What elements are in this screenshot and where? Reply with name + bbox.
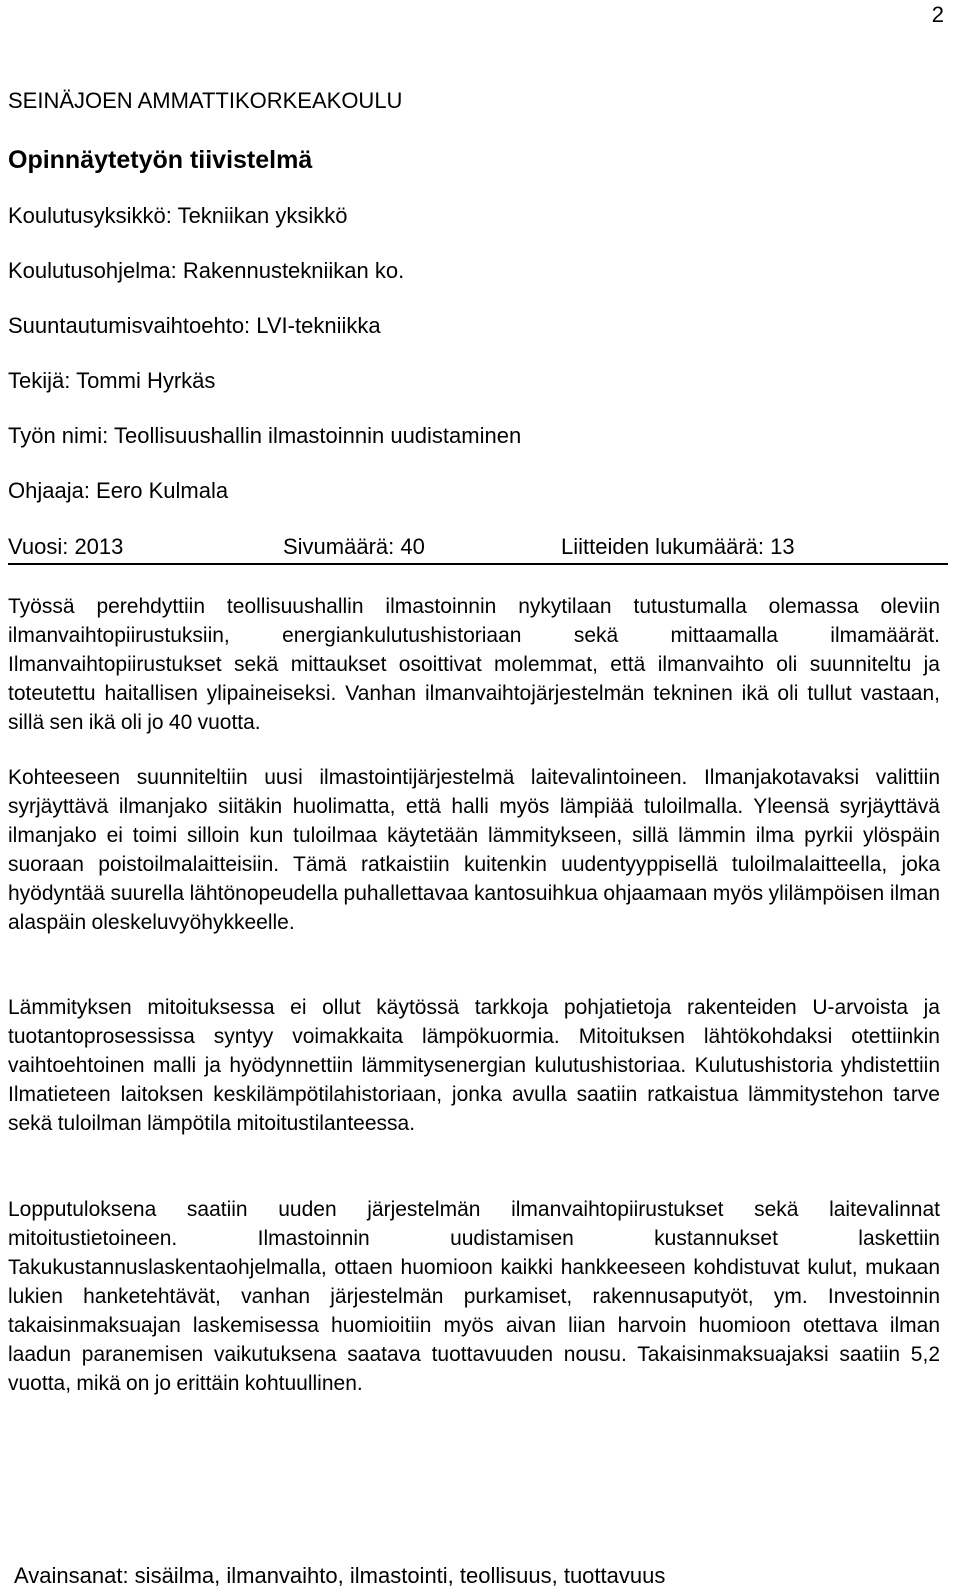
document-title: Opinnäytetyön tiivistelmä: [8, 146, 313, 174]
header-divider: [8, 563, 948, 565]
institution-name: SEINÄJOEN AMMATTIKORKEAKOULU: [8, 88, 403, 113]
page-count-field: Sivumäärä: 40: [283, 534, 425, 559]
supervisor-line: Ohjaaja: Eero Kulmala: [8, 478, 229, 503]
page-number: 2: [931, 2, 944, 27]
year-field: Vuosi: 2013: [8, 534, 124, 559]
abstract-paragraph-3: Lämmityksen mitoituksessa ei ollut käytössä tarkkoja pohjatietoja rakenteiden U-arvoista ja tuotantoprosessissa syntyy voimakkaita lämpökuormia. Mitoituksen lähtökohdaksi otettiinkin vaihtoehtoinen malli ja hyödynnettiin lämmitysenergian kulutushistoriaa. Kulutushistoria yhdistettiin Ilmatieteen laitoksen keskilämpötilahistoriaan, jonka avulla saatiin ratkaistua lämmitystehon tarve sekä tuloilman lämpötila mitoitustilanteessa.: [8, 996, 940, 1135]
programme-line: Koulutusohjelma: Rakennustekniikan ko.: [8, 258, 405, 283]
abstract-paragraph-1: Työssä perehdyttiin teollisuushallin ilmastoinnin nykytilaan tutustumalla olemassa oleviin ilmanvaihtopiirustuksiin, energiankulutushistoriaan sekä mittaamalla ilmamäärät. Ilmanvaihtopiirustukset sekä mittaukset osoittivat molemmat, että ilmanvaihto oli suunniteltu ja toteutettu haitallisen ylipaineiseksi. Vanhan ilmanvaihtojärjestelmän tekninen ikä oli tullut vastaan, sillä sen ikä oli jo 40 vuotta.: [8, 595, 940, 734]
attachment-count-field: Liitteiden lukumäärä: 13: [561, 534, 795, 559]
unit-line: Koulutusyksikkö: Tekniikan yksikkö: [8, 203, 348, 228]
abstract-paragraph-2: Kohteeseen suunniteltiin uusi ilmastointijärjestelmä laitevalintoineen. Ilmanjakotavaksi valittiin syrjäyttävä ilmanjako siitäkin huolimatta, että halli myös lämpiää tuloilmalla. Yleensä syrjäyttävä ilmanjako ei toimi silloin kun tuloilmaa käytetään lämmitykseen, sillä lämmin ilma pyrkii ylöspäin suoraan poistoilmalaitteisiin. Tämä ratkaistiin kuitenkin uudentyyppisellä tuloilmalaitteella, joka hyödyntää suurella lähtönopeudella puhallettavaa kantosuihkua ohjaamaan myös ylilämpöisen ilman alaspäin oleskeluvyöhykkeelle.: [8, 766, 940, 934]
author-line: Tekijä: Tommi Hyrkäs: [8, 368, 216, 393]
abstract-paragraph-4: Lopputuloksena saatiin uuden järjestelmän ilmanvaihtopiirustukset sekä laitevalinnat mitoitustietoineen. Ilmastoinnin uudistamisen kustannukset laskettiin Takukustannuslaskentaohjelmalla, ottaen huomioon kaikki hankkeeseen kohdistuvat kulut, mukaan lukien hanketehtävät, vanhan järjestelmän purkamiset, rakennusaputyöt, ym. Investoinnin takaisinmaksuajan laskemisessa huomioitiin myös aivan liian harvoin huomioon otettava ilman laadun paranemisen vaikutuksena saatava tuottavuuden nousu. Takaisinmaksuajaksi saatiin 5,2 vuotta, mikä on jo erittäin kohtuullinen.: [8, 1198, 940, 1395]
specialisation-line: Suuntautumisvaihtoehto: LVI-tekniikka: [8, 313, 381, 338]
keywords-line: Avainsanat: sisäilma, ilmanvaihto, ilmastointi, teollisuus, tuottavuus: [14, 1563, 666, 1588]
work-title-line: Työn nimi: Teollisuushallin ilmastoinnin uudistaminen: [8, 423, 522, 448]
